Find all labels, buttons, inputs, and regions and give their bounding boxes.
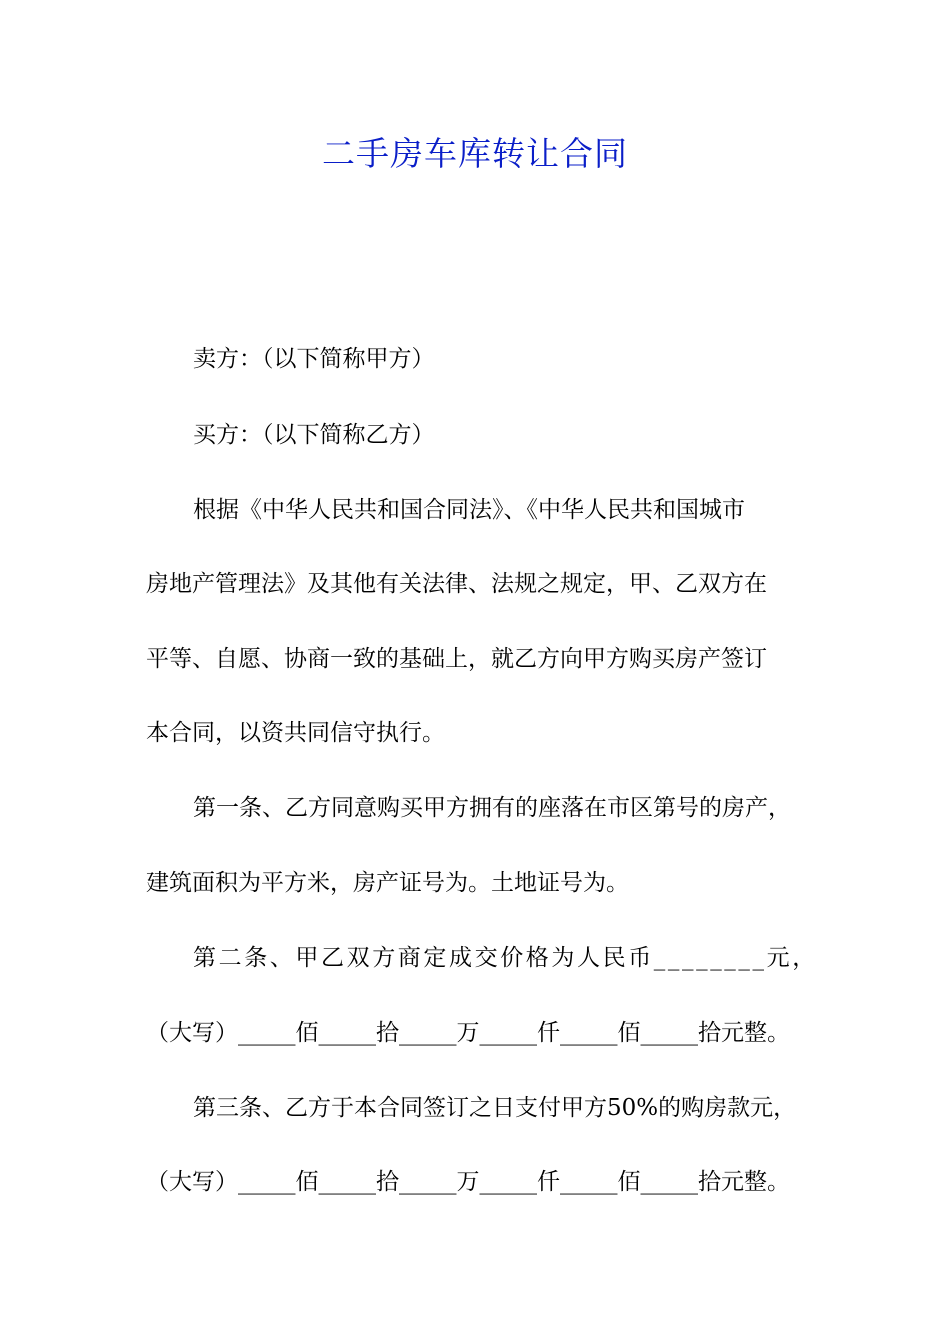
- article-two-amount-line: （大写）_____佰_____拾_____万_____仟_____佰_____拾元整。: [146, 1020, 790, 1046]
- article-three-amount-line: （大写）_____佰_____拾_____万_____仟_____佰_____拾元整。: [146, 1169, 790, 1195]
- paragraph-line: 房地产管理法》及其他有关法律、法规之规定，甲、乙双方在: [146, 571, 767, 597]
- article-two-line: 第二条、甲乙双方商定成交价格为人民币________元，: [193, 945, 818, 971]
- document-title: 二手房车库转让合同: [322, 134, 628, 173]
- paragraph-line: 根据《中华人民共和国合同法》、《中华人民共和国城市: [193, 497, 745, 523]
- paragraph-line: 本合同，以资共同信守执行。: [146, 720, 445, 746]
- article-three-line: 第三条、乙方于本合同签订之日支付甲方50%的购房款元，: [193, 1095, 797, 1121]
- paragraph-line: 平等、自愿、协商一致的基础上，就乙方向甲方购买房产签订: [146, 646, 767, 672]
- article-one-line: 建筑面积为平方米，房产证号为。土地证号为。: [146, 870, 629, 896]
- article-one-line: 第一条、乙方同意购买甲方拥有的座落在市区第号的房产，: [193, 795, 791, 821]
- buyer-line: 买方：（以下简称乙方）: [193, 422, 435, 448]
- seller-line: 卖方：（以下简称甲方）: [193, 346, 435, 372]
